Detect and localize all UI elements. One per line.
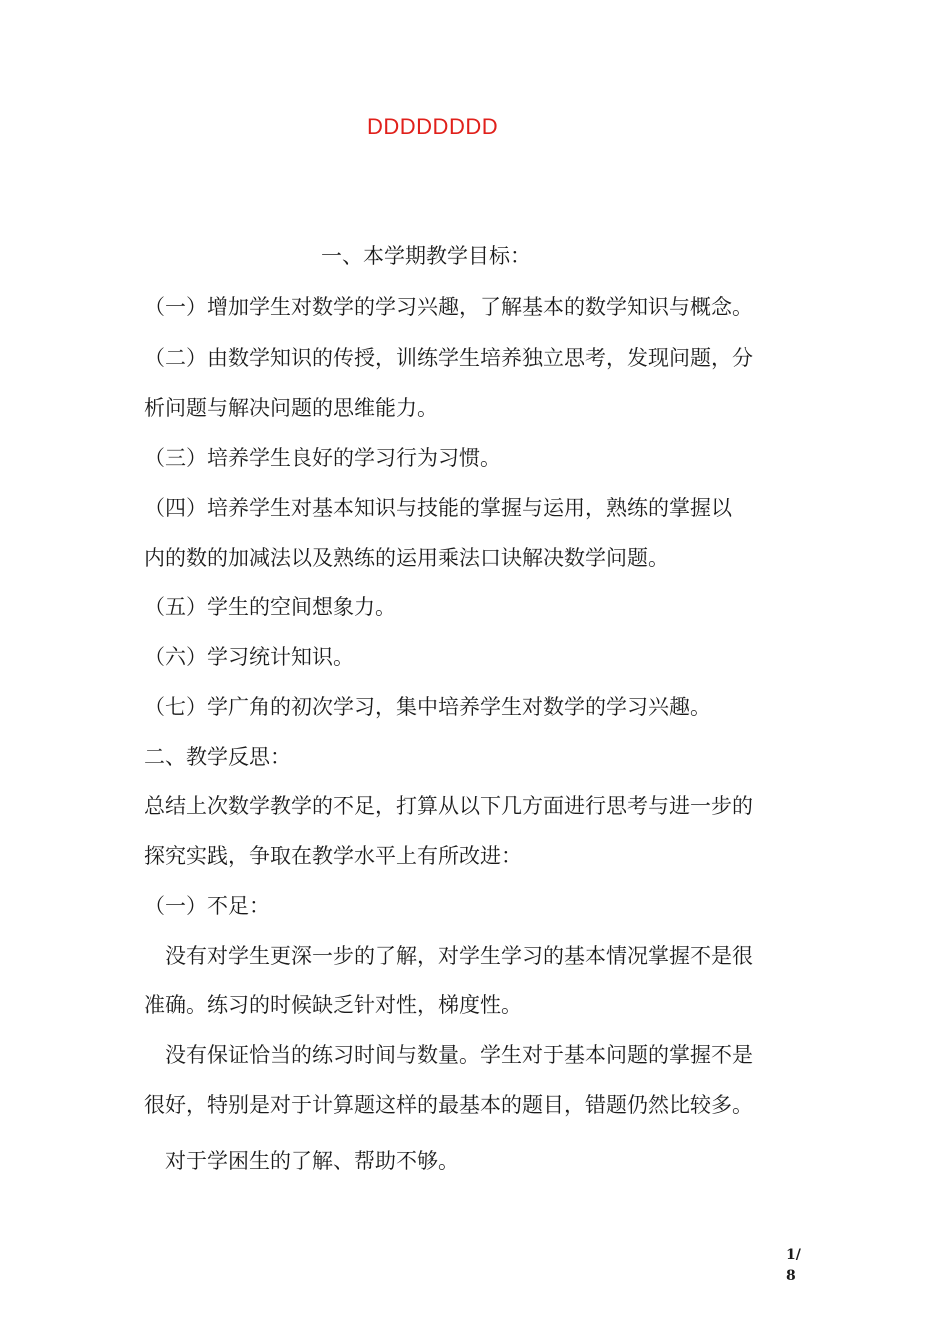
- paragraph-line: （四）培养学生对基本知识与技能的掌握与运用，熟练的掌握以: [144, 496, 732, 520]
- page-number: [786, 1245, 801, 1287]
- paragraph-line: （五）学生的空间想象力。: [144, 595, 396, 619]
- paragraph-line: 总结上次数学教学的不足，打算从以下几方面进行思考与进一步的: [144, 794, 753, 818]
- page-number-total: 8: [786, 1268, 796, 1284]
- paragraph-line: （六）学习统计知识。: [144, 645, 354, 669]
- subsection-heading: （一）不足：: [144, 894, 270, 918]
- paragraph-line: 对于学困生的了解、帮助不够。: [165, 1149, 459, 1173]
- paragraph-line: 没有对学生更深一步的了解，对学生学习的基本情况掌握不是很: [165, 944, 753, 968]
- paragraph-line: 探究实践，争取在教学水平上有所改进：: [144, 844, 522, 868]
- paragraph-line: 很好，特别是对于计算题这样的最基本的题目，错题仍然比较多。: [144, 1093, 753, 1117]
- paragraph-line: 没有保证恰当的练习时间与数量。学生对于基本问题的掌握不是: [165, 1043, 753, 1067]
- paragraph-line: 析问题与解决问题的思维能力。: [144, 396, 438, 420]
- section-heading-goals: 一、本学期教学目标：: [321, 244, 531, 268]
- paragraph-line: （三）培养学生良好的学习行为习惯。: [144, 446, 501, 470]
- paragraph-line: （一）增加学生对数学的学习兴趣，了解基本的数学知识与概念。: [144, 295, 753, 319]
- page-number-current: 1/: [786, 1247, 801, 1263]
- paragraph-line: （七）学广角的初次学习，集中培养学生对数学的学习兴趣。: [144, 695, 711, 719]
- paragraph-line: 内的数的加减法以及熟练的运用乘法口诀解决数学问题。: [144, 546, 669, 570]
- paragraph-line: 准确。练习的时候缺乏针对性，梯度性。: [144, 993, 522, 1017]
- paragraph-line: （二）由数学知识的传授，训练学生培养独立思考，发现问题，分: [144, 346, 753, 370]
- section-heading-reflection: 二、教学反思：: [144, 745, 291, 769]
- page-title: DDDDDDDD: [367, 114, 499, 139]
